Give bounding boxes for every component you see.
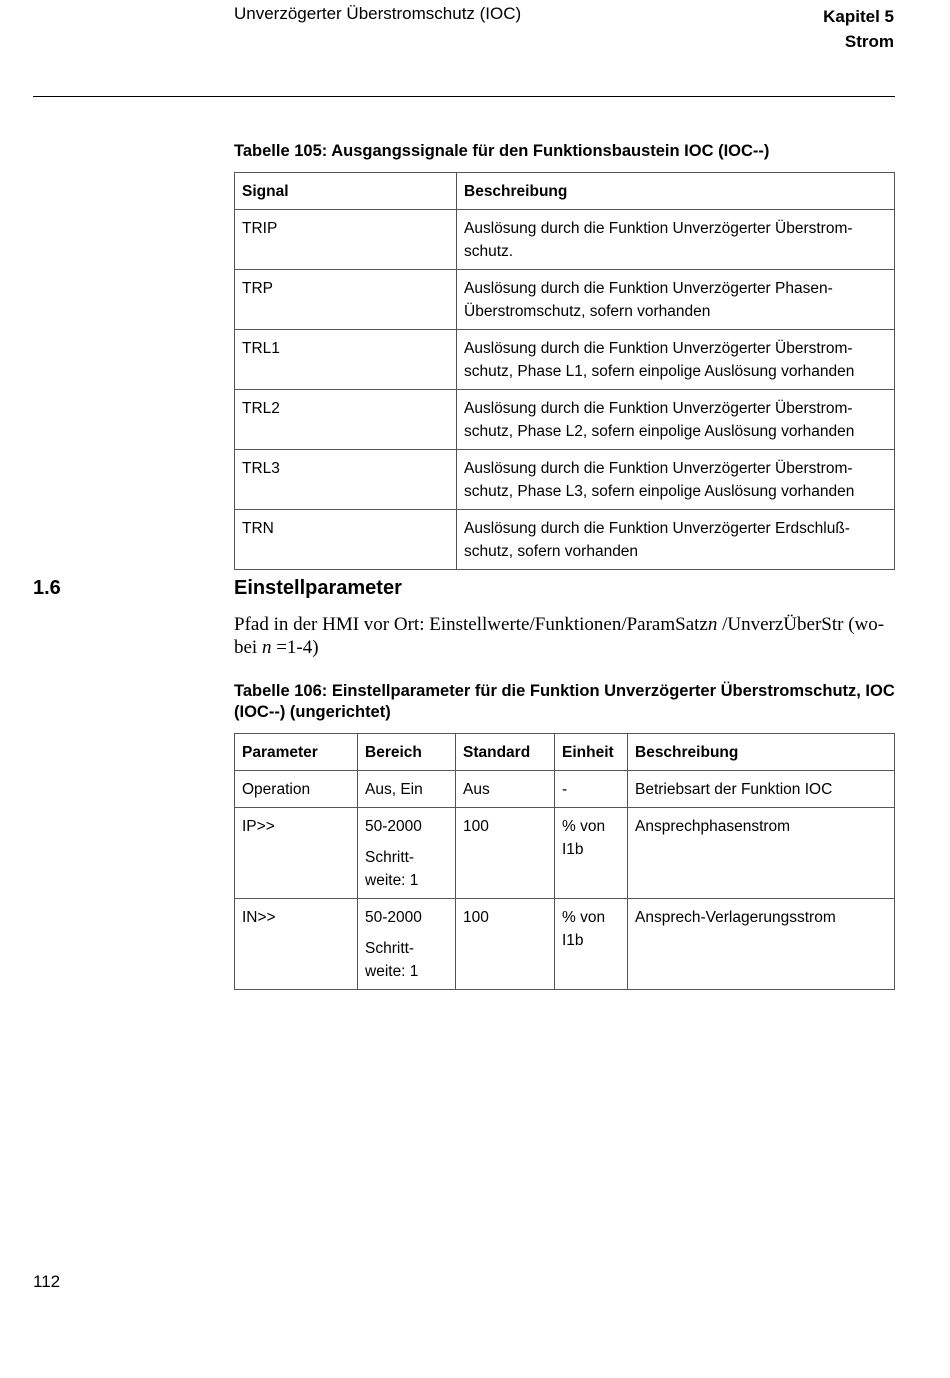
path-prefix: Pfad in der HMI vor Ort: Einstellwerte/Funktionen/ParamSatz bbox=[234, 614, 708, 635]
unit-cell: % von I1b bbox=[555, 808, 628, 899]
signal-cell: TRL2 bbox=[235, 390, 457, 450]
description-cell: Auslösung durch die Funktion Unverzögerter Überstrom- schutz, Phase L2, sofern einpolige Auslösung vorhanden bbox=[457, 390, 895, 450]
range-value: 50-2000 bbox=[365, 909, 422, 926]
signal-cell: TRL1 bbox=[235, 330, 457, 390]
description-cell: Auslösung durch die Funktion Unverzögerter Überstrom- schutz. bbox=[457, 210, 895, 270]
range-step: Schritt- weite: 1 bbox=[365, 849, 419, 889]
signal-cell: TRN bbox=[235, 510, 457, 570]
unit-cell: - bbox=[555, 771, 628, 808]
chapter-label: Kapitel 5 bbox=[823, 7, 894, 26]
default-cell: Aus bbox=[456, 771, 555, 808]
section-title: Einstellparameter bbox=[234, 577, 402, 599]
page-number: 112 bbox=[33, 1272, 61, 1291]
table-row bbox=[235, 808, 895, 899]
table-row bbox=[235, 450, 895, 510]
column-header: Bereich bbox=[358, 734, 456, 771]
table-106 bbox=[234, 733, 895, 990]
column-header: Signal bbox=[235, 173, 457, 210]
column-header: Beschreibung bbox=[457, 173, 895, 210]
path-variable: n bbox=[261, 637, 272, 658]
path-middle: /UnverzÜberStr (wo-bei bbox=[234, 614, 885, 658]
signal-cell: TRL3 bbox=[235, 450, 457, 510]
running-header-chapter bbox=[823, 4, 894, 54]
header-rule bbox=[33, 96, 895, 97]
hmi-path-paragraph bbox=[234, 613, 896, 659]
default-cell: 100 bbox=[456, 808, 555, 899]
table-header-row bbox=[235, 173, 895, 210]
path-suffix: =1-4) bbox=[271, 637, 319, 658]
description-cell: Auslösung durch die Funktion Unverzögerter Überstrom- schutz, Phase L3, sofern einpolige Auslösung vorhanden bbox=[457, 450, 895, 510]
unit-cell: % von I1b bbox=[555, 899, 628, 990]
range-step: Schritt- weite: 1 bbox=[365, 940, 419, 980]
table-row bbox=[235, 330, 895, 390]
description-cell: Ansprech-Verlagerungsstrom bbox=[628, 899, 895, 990]
path-variable: n bbox=[707, 614, 718, 635]
section-number: 1.6 bbox=[33, 577, 61, 599]
range-value: 50-2000 bbox=[365, 818, 422, 835]
column-header: Parameter bbox=[235, 734, 358, 771]
column-header: Beschreibung bbox=[628, 734, 895, 771]
range-cell bbox=[358, 771, 456, 808]
column-header: Standard bbox=[456, 734, 555, 771]
running-header-title: Unverzögerter Überstromschutz (IOC) bbox=[234, 4, 522, 23]
description-cell: Betriebsart der Funktion IOC bbox=[628, 771, 895, 808]
range-value: Aus, Ein bbox=[365, 781, 423, 798]
table-row bbox=[235, 210, 895, 270]
description-cell: Ansprechphasenstrom bbox=[628, 808, 895, 899]
parameter-cell: Operation bbox=[235, 771, 358, 808]
parameter-cell: IP>> bbox=[235, 808, 358, 899]
range-cell bbox=[358, 899, 456, 990]
table-header-row bbox=[235, 734, 895, 771]
signal-cell: TRIP bbox=[235, 210, 457, 270]
column-header: Einheit bbox=[555, 734, 628, 771]
table-row bbox=[235, 270, 895, 330]
table-106-caption: Tabelle 106: Einstellparameter für die Funktion Unverzögerter Überstromschutz, IOC (IOC--) (ungerichtet) bbox=[234, 682, 895, 721]
table-row bbox=[235, 899, 895, 990]
parameter-cell: IN>> bbox=[235, 899, 358, 990]
table-row bbox=[235, 771, 895, 808]
table-row bbox=[235, 510, 895, 570]
table-105 bbox=[234, 172, 895, 570]
description-cell: Auslösung durch die Funktion Unverzögerter Erdschluß- schutz, sofern vorhanden bbox=[457, 510, 895, 570]
signal-cell: TRP bbox=[235, 270, 457, 330]
chapter-subject: Strom bbox=[844, 32, 894, 51]
range-cell bbox=[358, 808, 456, 899]
table-row bbox=[235, 390, 895, 450]
default-cell: 100 bbox=[456, 899, 555, 990]
description-cell: Auslösung durch die Funktion Unverzögerter Phasen- Überstromschutz, sofern vorhanden bbox=[457, 270, 895, 330]
table-105-caption: Tabelle 105: Ausgangssignale für den Funktionsbaustein IOC (IOC--) bbox=[234, 142, 770, 160]
description-cell: Auslösung durch die Funktion Unverzögerter Überstrom- schutz, Phase L1, sofern einpolige Auslösung vorhanden bbox=[457, 330, 895, 390]
